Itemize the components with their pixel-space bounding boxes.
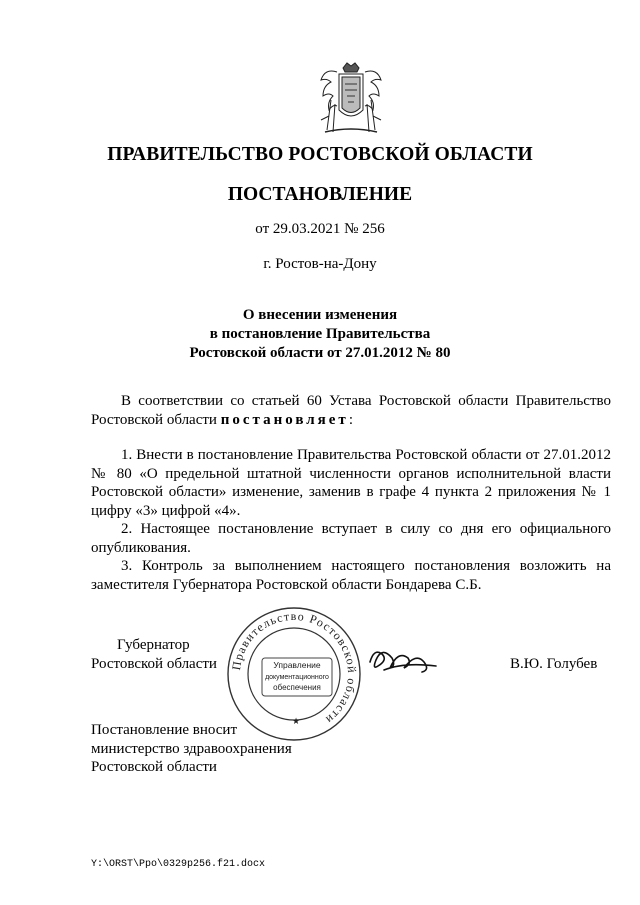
- coat-of-arms-icon: [317, 60, 385, 138]
- handwritten-signature: [364, 640, 450, 680]
- seal-inner-line-1: Управление: [273, 660, 321, 670]
- subject-line-1: О внесении изменения: [242, 307, 398, 323]
- seal-inner-line-2: документационного: [265, 674, 329, 681]
- preamble-text: В соответствии со статьей 60 Устава Ростовской области Правительство Ростовской области: [91, 393, 611, 428]
- signatory-title-line-2: Ростовской области: [91, 655, 217, 672]
- signatory-title: [91, 636, 217, 673]
- document-type: ПОСТАНОВЛЕНИЕ: [227, 184, 413, 205]
- file-path: Y:\ORST\Ppo\0329p256.f21.docx: [91, 859, 266, 870]
- note-line-2: министерство здравоохранения: [91, 740, 292, 757]
- seal-inner-line-3: обеспечения: [273, 683, 321, 692]
- city: г. Ростов-на-Дону: [263, 256, 377, 272]
- signatory-name: В.Ю. Голубев: [510, 656, 598, 672]
- preamble: [91, 392, 611, 429]
- item-2: 2. Настоящее постановление вступает в силу со дня его официального опубликования.: [91, 521, 611, 556]
- item-1: 1. Внести в постановление Правительства Ростовской области от 27.01.2012 № 80 «О предельной штатной численности органов исполнительной власти Ростовской области» изменение, заменив в графе 4 пункта 2 приложения № 1 цифру «3» цифрой «4».: [91, 447, 611, 519]
- submitter-note: [91, 721, 292, 777]
- seal-ring-text: Правительство Ростовской области: [229, 608, 360, 728]
- preamble-action: постановляет: [220, 411, 349, 428]
- note-line-1: Постановление вносит: [91, 722, 238, 738]
- document-body: [91, 392, 611, 594]
- signatory-title-line-1: Губернатор: [117, 637, 190, 653]
- subject-line-2: в постановление Правительства: [209, 326, 431, 342]
- preamble-end: :: [348, 411, 353, 428]
- item-3: 3. Контроль за выполнением настоящего постановления возложить на заместителя Губернатора Ростовской области Бондарева С.Б.: [91, 558, 611, 593]
- svg-text:★: ★: [292, 716, 301, 726]
- note-line-3: Ростовской области: [91, 759, 217, 775]
- document-subject: [0, 306, 640, 363]
- government-name: ПРАВИТЕЛЬСТВО РОСТОВСКОЙ ОБЛАСТИ: [107, 144, 533, 165]
- subject-line-3: Ростовской области от 27.01.2012 № 80: [189, 345, 451, 361]
- date-number: от 29.03.2021 № 256: [255, 221, 385, 237]
